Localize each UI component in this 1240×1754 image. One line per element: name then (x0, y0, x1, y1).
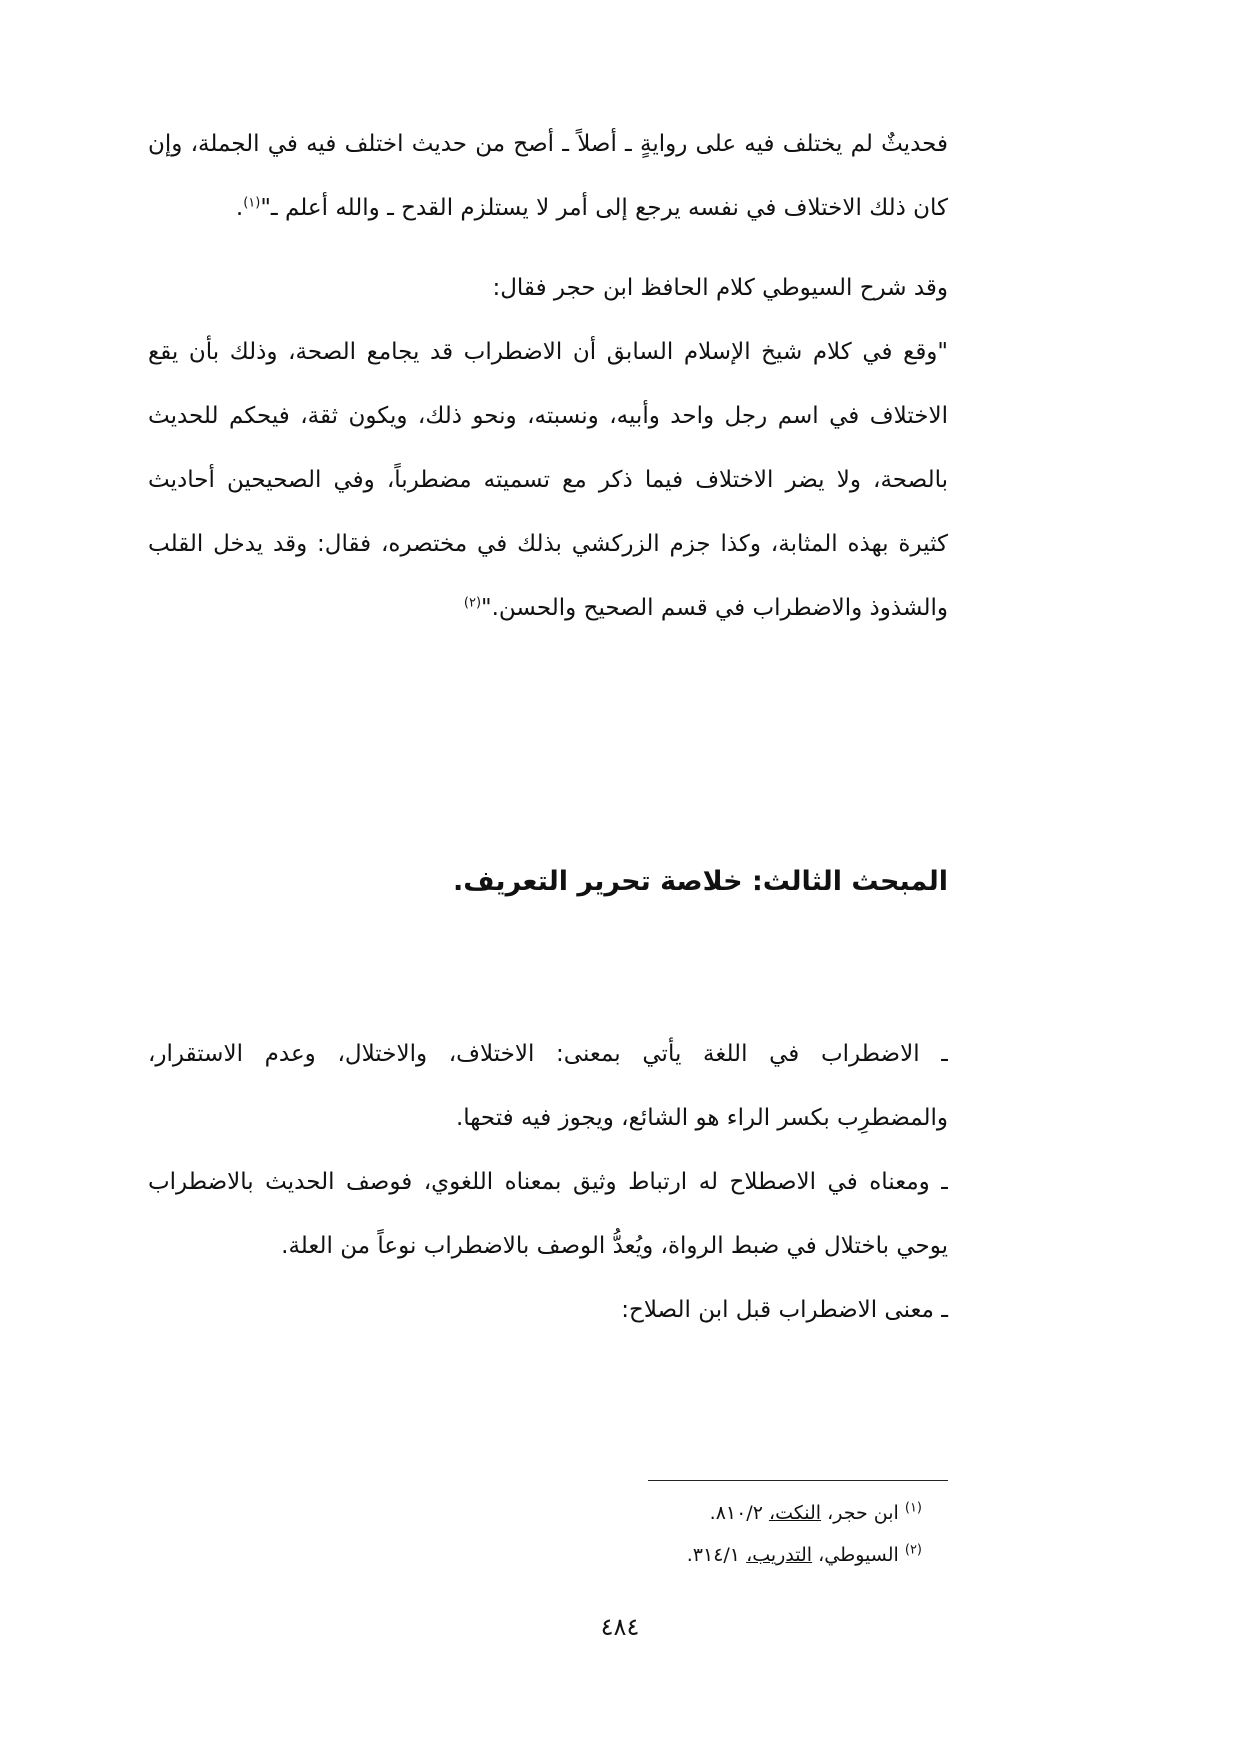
paragraph-intro (148, 256, 948, 320)
footnote-author: ابن حجر، (827, 1502, 899, 1524)
footnotes (148, 1492, 948, 1576)
quotation-paragraph (148, 320, 948, 640)
footnote-separator (648, 1480, 948, 1481)
text-line: فحديثٌ لم يختلف فيه على روايةٍ ـ أصلاً ـ أصح من حديث اختلف فيه في الجملة، وإن (148, 131, 948, 157)
footnote-number: (١) (904, 1500, 922, 1516)
text-line: يوحي باختلال في ضبط الرواة، ويُعدُّ الوصف بالاضطراب نوعاً من العلة. (281, 1233, 948, 1259)
footnote-author: السيوطي، (818, 1544, 899, 1566)
text-line (148, 176, 948, 240)
text-segment: والشذوذ والاضطراب في قسم الصحيح والحسن." (481, 595, 948, 621)
text-line: كثيرة بهذه المثابة، وكذا جزم الزركشي بذلك في مختصره، فقال: وقد يدخل القلب (148, 531, 948, 557)
text-line: ـ معنى الاضطراب قبل ابن الصلاح: (621, 1297, 948, 1323)
text-segment: . (235, 195, 244, 221)
text-line: وقد شرح السيوطي كلام الحافظ ابن حجر فقال: (492, 275, 948, 301)
footnote-2 (148, 1534, 948, 1576)
footnote-ref: (٢) (463, 595, 482, 611)
summary-section (148, 1022, 948, 1342)
footnote-1 (148, 1492, 948, 1534)
footnote-title: النكت، (768, 1502, 822, 1524)
paragraph-continuation (148, 112, 948, 240)
text-line: والمضطرِب بكسر الراء هو الشائع، ويجوز فيه فتحها. (455, 1105, 948, 1131)
footnote-location: ٣١٤/١. (686, 1544, 741, 1566)
text-segment: كان ذلك الاختلاف في نفسه يرجع إلى أمر لا يستلزم القدح ـ والله أعلم ـ" (260, 195, 948, 221)
footnote-title: التدريب، (746, 1544, 813, 1566)
text-line (148, 576, 948, 640)
text-line: الاختلاف في اسم رجل واحد وأبيه، ونسبته، ونحو ذلك، ويكون ثقة، فيحكم للحديث (148, 403, 948, 429)
text-line: ـ ومعناه في الاصطلاح له ارتباط وثيق بمعناه اللغوي، فوصف الحديث بالاضطراب (148, 1169, 948, 1195)
section-heading: المبحث الثالث: خلاصة تحرير التعريف. (453, 866, 948, 897)
text-line: ـ الاضطراب في اللغة يأتي بمعنى: الاختلاف، والاختلال، وعدم الاستقرار، (148, 1041, 948, 1067)
footnote-ref: (١) (243, 195, 261, 211)
text-line: بالصحة، ولا يضر الاختلاف فيما ذكر مع تسميته مضطرباً، وفي الصحيحين أحاديث (148, 467, 948, 493)
text-line: "وقع في كلام شيخ الإسلام السابق أن الاضطراب قد يجامع الصحة، وذلك بأن يقع (148, 339, 948, 365)
footnote-number: (٢) (904, 1542, 922, 1558)
footnote-location: ٨١٠/٢. (709, 1502, 763, 1524)
page-number: ٤٨٤ (600, 1613, 640, 1641)
